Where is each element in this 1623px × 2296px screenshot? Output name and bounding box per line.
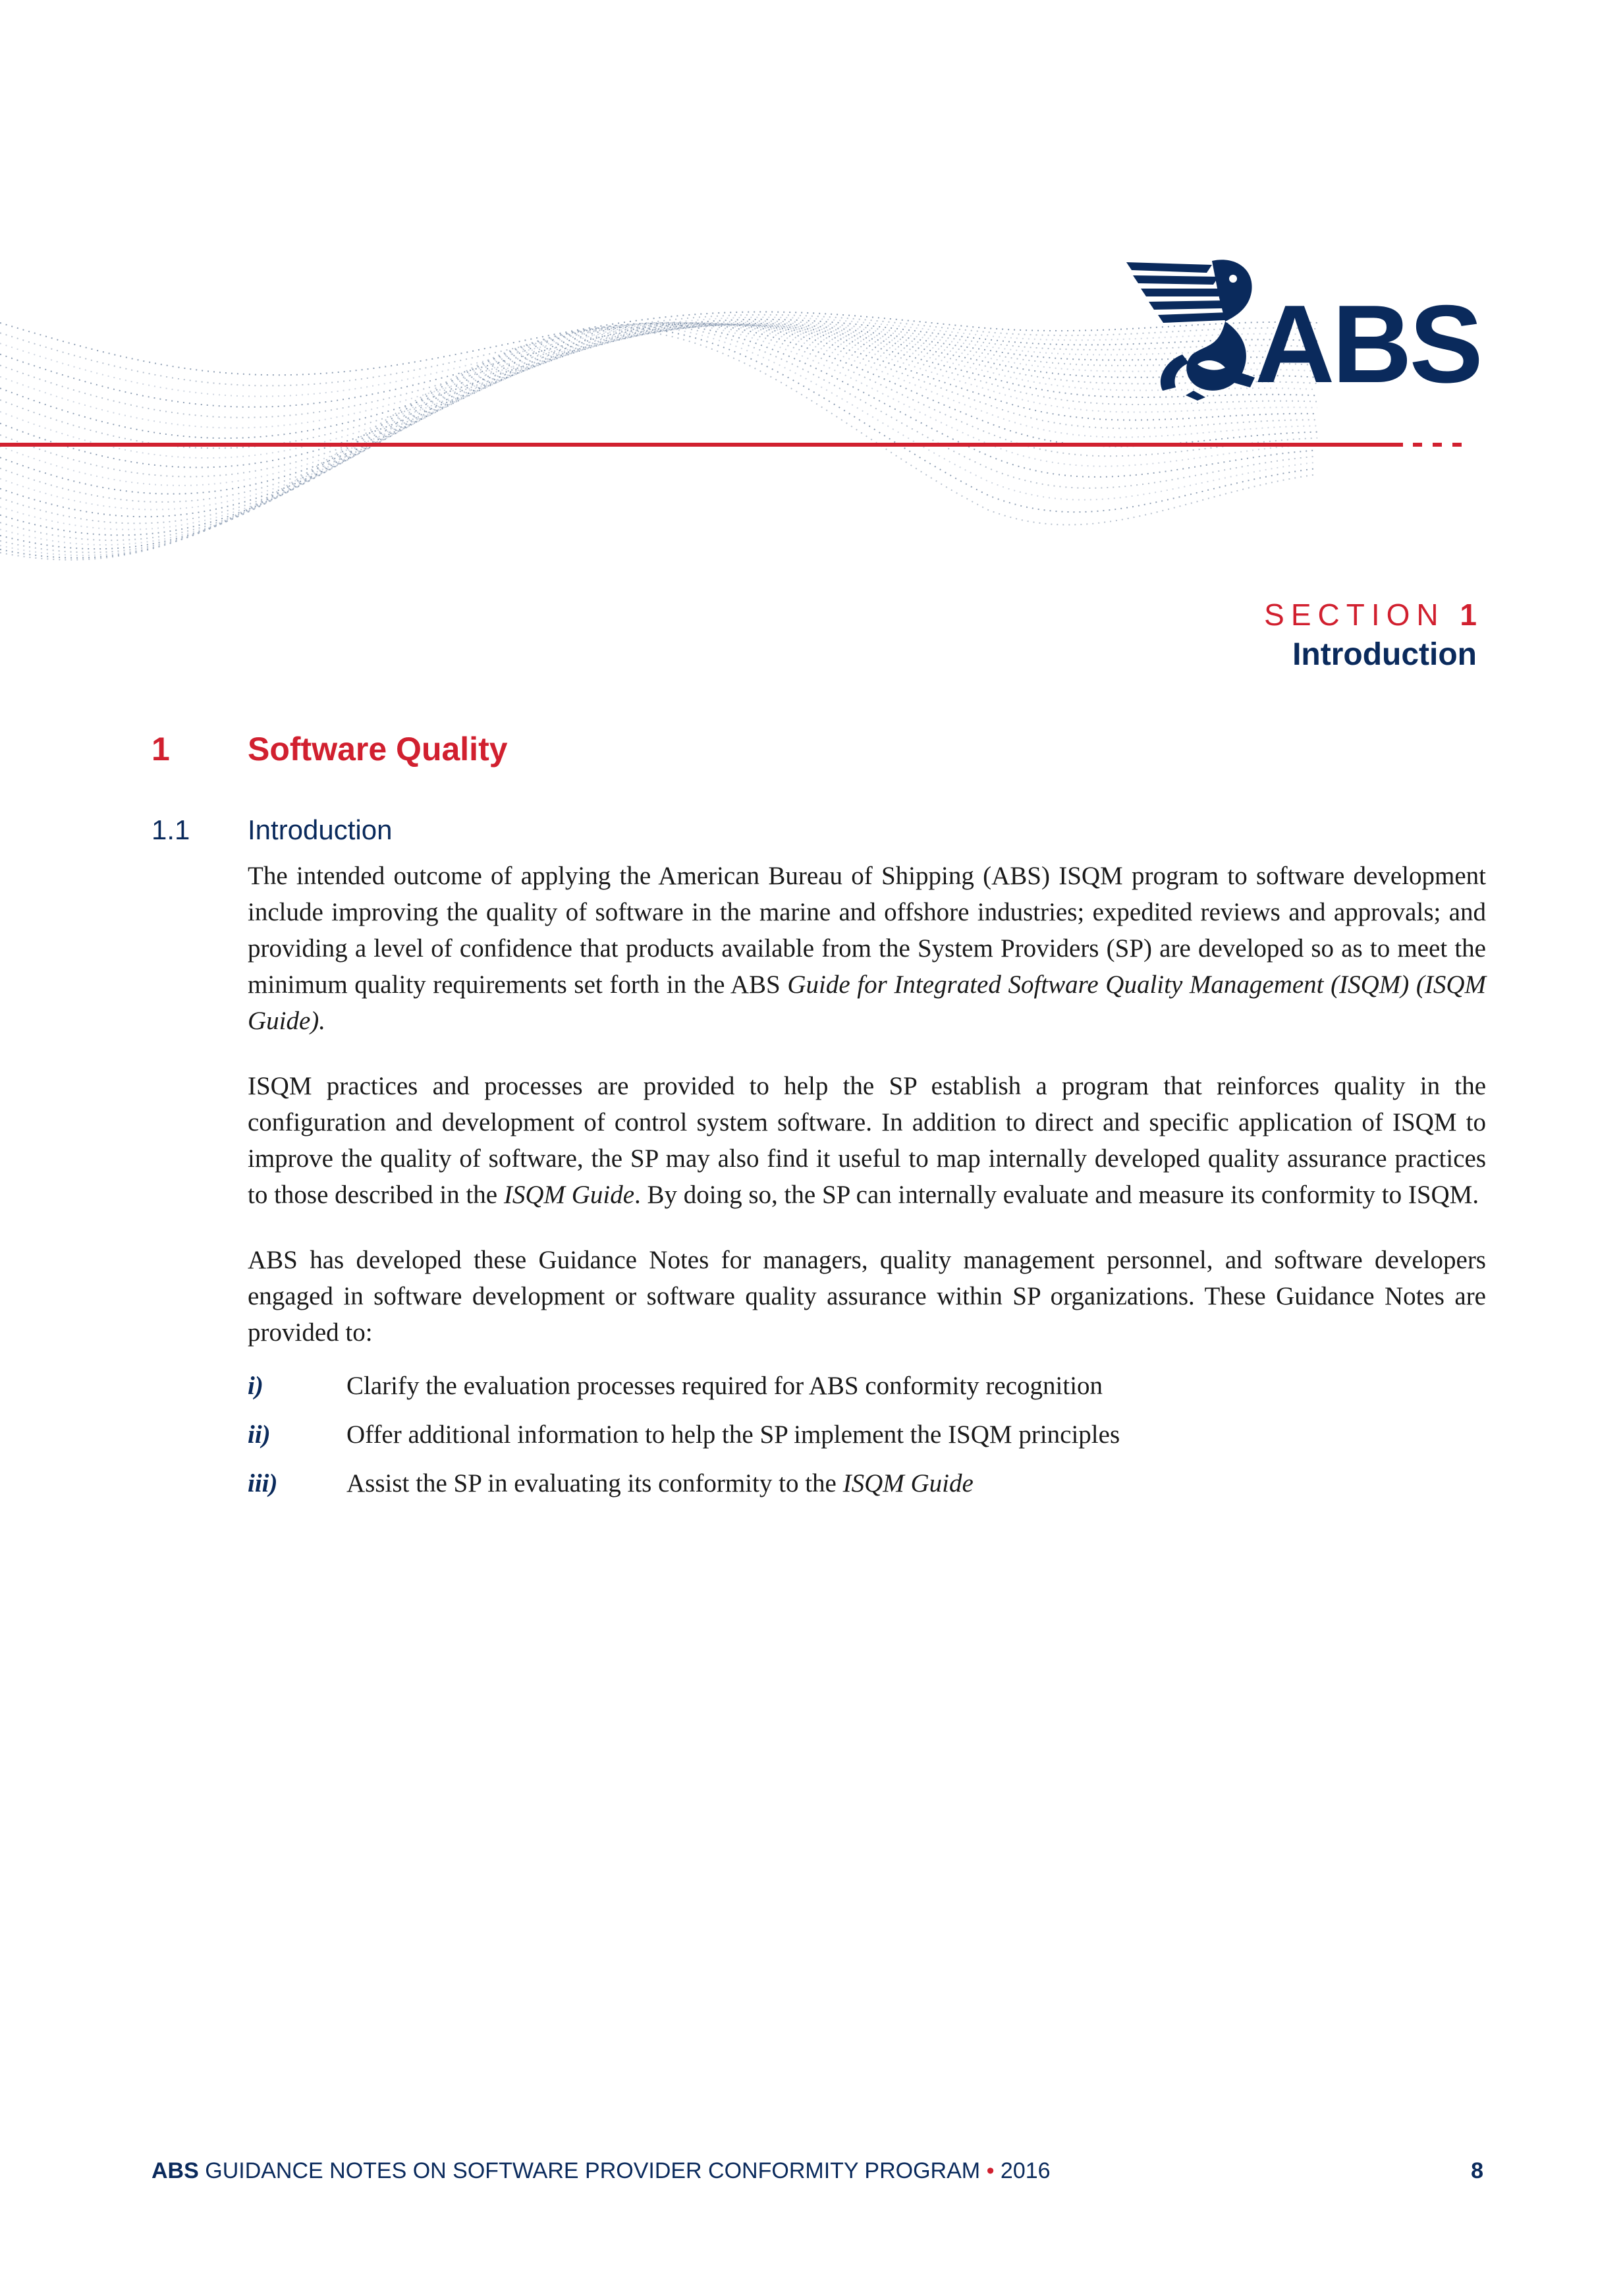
list-item-text: Offer additional information to help the SP implement the ISQM principles	[346, 1420, 1120, 1449]
section-label-word: SECTION	[1264, 598, 1445, 632]
footer-year: 2016	[1000, 2158, 1051, 2183]
page-number: 8	[1471, 2158, 1483, 2183]
list-item-text: Clarify the evaluation processes required for ABS conformity recognition	[346, 1372, 1103, 1400]
paragraph-1-italic: Guide for Integrated Software Quality Management (ISQM) (ISQM Guide).	[248, 970, 1486, 1035]
list-item	[248, 1416, 1486, 1453]
paragraph-1-text: The intended outcome of applying the American Bureau of Shipping (ABS) ISQM program to software development include improving the quality of software in the marine and offshore industries; expedited reviews and approvals; and providing a level of confidence that products available from the System Providers (SP) are developed so as to meet the minimum quality requirements set forth in the ABS	[248, 862, 1486, 999]
list-item-text	[346, 1465, 974, 1501]
list-item-text-italic: ISQM Guide	[842, 1469, 974, 1498]
paragraph-2-text-before: ISQM practices and processes are provided to help the SP establish a program that reinforces quality in the configuration and development of control system software. In addition to direct and specific application of ISQM to improve the quality of software, the SP may also find it useful to map internally developed quality assurance practices to those described in the	[248, 1072, 1486, 1209]
heading-1-title: Software Quality	[248, 731, 508, 768]
heading-2-number: 1.1	[151, 814, 190, 845]
footer-brand: ABS	[151, 2158, 199, 2183]
list-marker: i)	[248, 1372, 263, 1400]
list-item-text-plain: Assist the SP in evaluating its conformity to the	[346, 1469, 843, 1498]
paragraph-2	[248, 1068, 1486, 1213]
paragraph-2-text-after: . By doing so, the SP can internally evaluate and measure its conformity to ISQM.	[634, 1181, 1479, 1209]
footer	[151, 2158, 1051, 2184]
paragraph-3: ABS has developed these Guidance Notes for managers, quality management personnel, and software developers engaged in software development or software quality assurance within SP organizations. These Guidance Notes are provided to:	[248, 1246, 1486, 1347]
header-red-rule	[0, 443, 1403, 447]
section-label	[1264, 597, 1477, 632]
footer-title: GUIDANCE NOTES ON SOFTWARE PROVIDER CONFORMITY PROGRAM	[205, 2158, 981, 2183]
paragraph-2-italic: ISQM Guide	[503, 1181, 635, 1209]
footer-bullet: •	[986, 2158, 995, 2183]
paragraph-1	[248, 858, 1486, 1039]
list-marker: iii)	[248, 1469, 278, 1498]
section-title: Introduction	[1292, 637, 1477, 672]
abs-logo-text: ABS	[1255, 282, 1481, 406]
heading-2-title: Introduction	[248, 814, 393, 845]
body-text	[248, 858, 1486, 1380]
list-item	[248, 1465, 1486, 1501]
section-number: 1	[1460, 598, 1477, 632]
heading-1-number: 1	[151, 731, 170, 768]
list-item	[248, 1368, 1486, 1404]
header-red-dots	[1413, 443, 1466, 447]
list-marker: ii)	[248, 1420, 271, 1449]
